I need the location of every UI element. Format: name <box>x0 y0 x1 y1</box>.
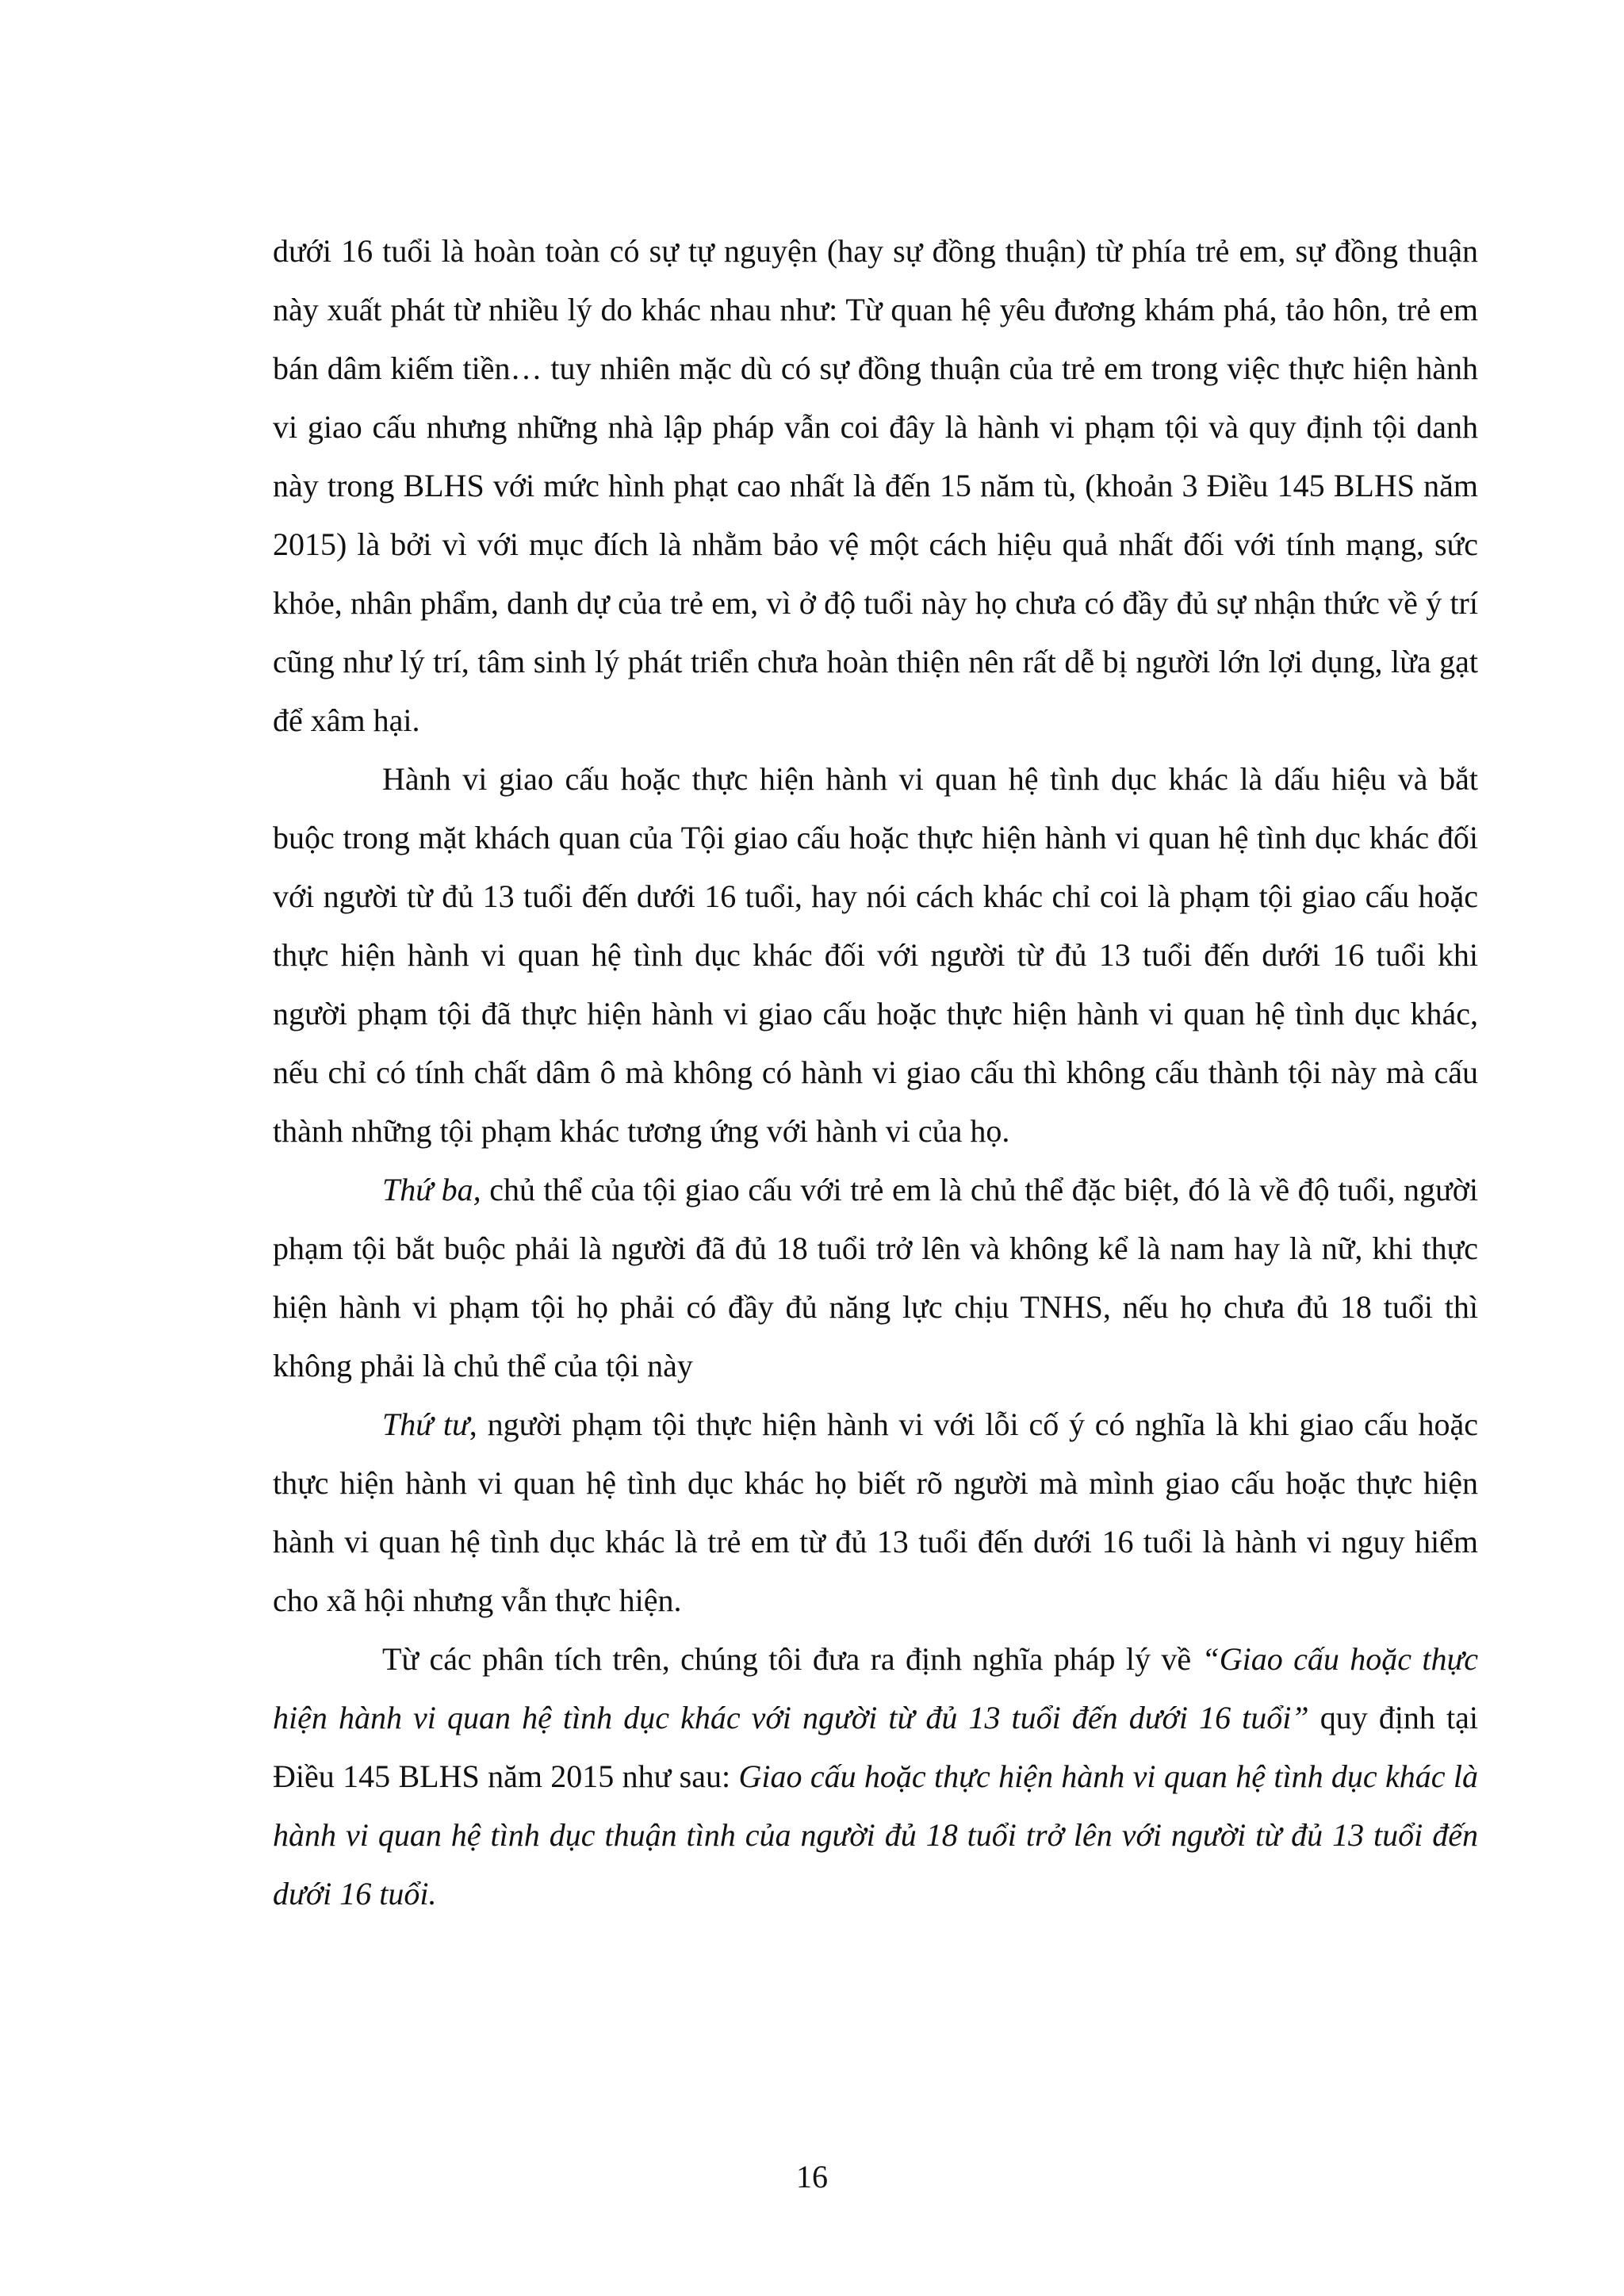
paragraph-5-text-a: Từ các phân tích trên, chúng tôi đưa ra định nghĩa pháp lý về <box>382 1641 1202 1677</box>
page-number: 16 <box>796 2159 828 2195</box>
paragraph-4-lead-italic: Thứ tư <box>382 1406 469 1442</box>
paragraph-3-text: chủ thể của tội giao cấu với trẻ em là chủ thể đặc biệt, đó là về độ tuổi, người phạm tội bắt buộc phải là người đã đủ 18 tuổi trở lên và không kể là nam hay là nữ, khi thực hiện hành vi phạm tội họ phải có đầy đủ năng lực chịu TNHS, nếu họ chưa đủ 18 tuổi thì không phải là chủ thể của tội này <box>273 1172 1478 1383</box>
paragraph-2-text: Hành vi giao cấu hoặc thực hiện hành vi quan hệ tình dục khác là dấu hiệu và bắt buộc trong mặt khách quan của Tội giao cấu hoặc thực hiện hành vi quan hệ tình dục khác đối với người từ đủ 13 tuổi đến dưới 16 tuổi, hay nói cách khác chỉ coi là phạm tội giao cấu hoặc thực hiện hành vi quan hệ tình dục khác đối với người từ đủ 13 tuổi đến dưới 16 tuổi khi người phạm tội đã thực hiện hành vi giao cấu hoặc thực hiện hành vi quan hệ tình dục khác, nếu chỉ có tính chất dâm ô mà không có hành vi giao cấu thì không cấu thành tội này mà cấu thành những tội phạm khác tương ứng với hành vi của họ. <box>273 761 1478 1149</box>
paragraph-5-definition: Giao cấu hoặc thực hiện hành vi quan hệ tình dục khác là hành vi quan hệ tình dục thuận tình của người đủ 18 tuổi trở lên với người từ đủ 13 tuổi đến dưới 16 tuổi. <box>273 1758 1479 1911</box>
document-body <box>273 222 1478 1923</box>
paragraph-1-text: dưới 16 tuổi là hoàn toàn có sự tự nguyện (hay sự đồng thuận) từ phía trẻ em, sự đồng thuận này xuất phát từ nhiều lý do khác nhau như: Từ quan hệ yêu đương khám phá, tảo hôn, trẻ em bán dâm kiếm tiền… tuy nhiên mặc dù có sự đồng thuận của trẻ em trong việc thực hiện hành vi giao cấu nhưng những nhà lập pháp vẫn coi đây là hành vi phạm tội và quy định tội danh này trong BLHS với mức hình phạt cao nhất là đến 15 năm tù, (khoản 3 Điều 145 BLHS năm 2015) là bởi vì với mục đích là nhằm bảo vệ một cách hiệu quả nhất đối với tính mạng, sức khỏe, nhân phẩm, danh dự của trẻ em, vì ở độ tuổi này họ chưa có đầy đủ sự nhận thức về ý trí cũng như lý trí, tâm sinh lý phát triển chưa hoàn thiện nên rất dễ bị người lớn lợi dụng, lừa gạt để xâm hại. <box>273 233 1478 738</box>
paragraph-5 <box>273 1630 1478 1923</box>
paragraph-3 <box>273 1161 1478 1395</box>
paragraph-5-quoted-term: “Giao cấu hoặc thực hiện hành vi quan hệ tình dục khác với người từ đủ 13 tuổi đến dưới 16 tuổi” <box>273 1641 1479 1735</box>
paragraph-5-text-b: quy định tại Điều 145 BLHS năm 2015 như sau: <box>273 1700 1478 1794</box>
paragraph-3-lead-italic: Thứ ba, <box>382 1172 481 1207</box>
paragraph-1 <box>273 222 1478 750</box>
paragraph-4 <box>273 1395 1478 1630</box>
paragraph-4-text: , người phạm tội thực hiện hành vi với lỗi cố ý có nghĩa là khi giao cấu hoặc thực hiện hành vi quan hệ tình dục khác họ biết rõ người mà mình giao cấu hoặc thực hiện hành vi quan hệ tình dục khác là trẻ em từ đủ 13 tuổi đến dưới 16 tuổi là hành vi nguy hiểm cho xã hội nhưng vẫn thực hiện. <box>273 1406 1478 1618</box>
paragraph-2 <box>273 750 1478 1161</box>
